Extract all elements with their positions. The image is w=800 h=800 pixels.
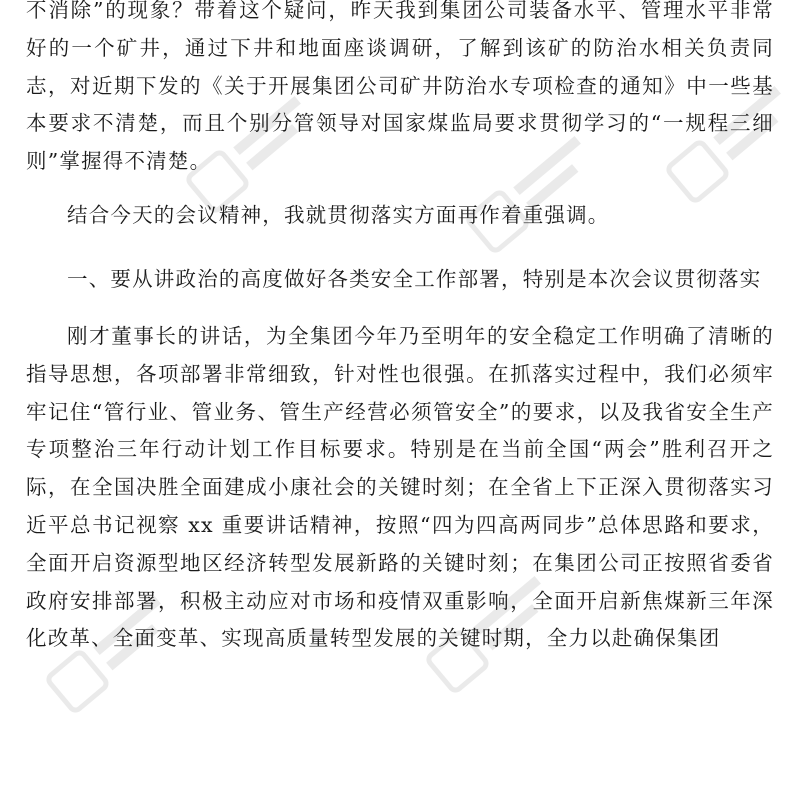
section-heading-1: 一、要从讲政治的高度做好各类安全工作部署，特别是本次会议贯彻落实: [67, 267, 762, 291]
paragraph-meeting-spirit: 结合今天的会议精神，我就贯彻落实方面再作着重强调。: [67, 203, 610, 227]
paragraph-continuation: 不消除”的现象？带着这个疑问，昨天我到集团公司装备水平、管理水平非常好的一个矿井，通过下井和地面座谈调研，了解到该矿的防治水相关负责同志，对近期下发的《关于开展集团公司矿井防治水专项检查的通知》中一些基本要求不清楚，而且个别分管领导对国家煤监局要求贯彻学习的“一规程三细则”掌握得不清楚。: [26, 0, 774, 174]
paragraph-chairman-speech: 刚才董事长的讲话，为全集团今年乃至明年的安全稳定工作明确了清晰的指导思想，各项部署非常细致，针对性也很强。在抓落实过程中，我们必须牢牢记住“管行业、管业务、管生产经营必须管安全”的要求，以及我省安全生产专项整治三年行动计划工作目标要求。特别是在当前全国“两会”胜利召开之际，在全国决胜全面建成小康社会的关键时刻；在全省上下正深入贯彻落实习近平总书记视察 xx 重要讲话精神，按照“四为四高两同步”总体思路和要求，全面开启资源型地区经济转型发展新路的关键时刻；在集团公司正按照省委省政府安排部署，积极主动应对市场和疫情双重影响，全面开启新焦煤新三年深化改革、全面变革、实现高质量转型发展的关键时期，全力以赴确保集团: [26, 324, 774, 651]
